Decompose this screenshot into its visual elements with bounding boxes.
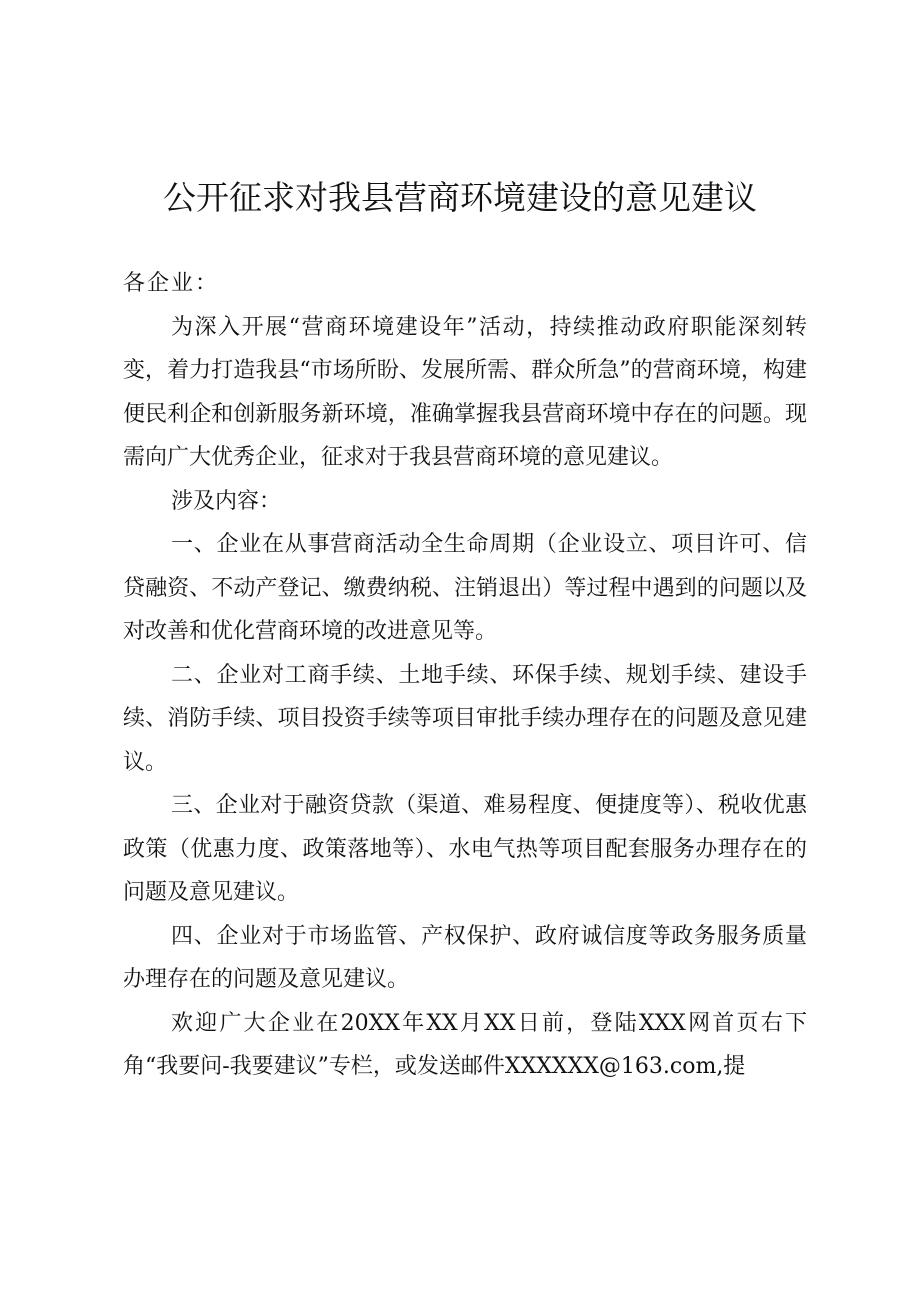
salutation: 各企业： — [123, 271, 220, 296]
paragraph-item-4: 四、企业对于市场监管、产权保护、政府诚信度等政务服务质量办理存在的问题及意见建议。 — [123, 923, 807, 992]
paragraph-intro: 为深入开展“营商环境建设年”活动，持续推动政府职能深刻转变，着力打造我县“市场所盼、发展所需、群众所急”的营商环境，构建便民利企和创新服务新环境，准确掌握我县营商环境中存在的问题。现需向广大优秀企业，征求对于我县营商环境的意见建议。 — [123, 314, 807, 470]
paragraph-item-2: 二、企业对工商手续、土地手续、环保手续、规划手续、建设手续、消防手续、项目投资手续等项目审批手续办理存在的问题及意见建议。 — [123, 662, 807, 775]
document-body — [123, 262, 807, 1089]
paragraph-invitation: 欢迎广大企业在20XX年XX月XX日前，登陆XXX网首页右下角“我要问-我要建议”专栏，或发送邮件XXXXXX@163.com,提 — [123, 1010, 807, 1079]
paragraph-scope-heading: 涉及内容： — [171, 488, 282, 514]
paragraph-item-1: 一、企业在从事营商活动全生命周期（企业设立、项目许可、信贷融资、不动产登记、缴费纳税、注销退出）等过程中遇到的问题以及对改善和优化营商环境的改进意见等。 — [123, 532, 807, 644]
document-title: 公开征求对我县营商环境建设的意见建议 — [163, 178, 757, 217]
paragraph-item-3: 三、企业对于融资贷款（渠道、难易程度、便捷度等）、税收优惠政策（优惠力度、政策落地等）、水电气热等项目配套服务办理存在的问题及意见建议。 — [123, 793, 807, 905]
